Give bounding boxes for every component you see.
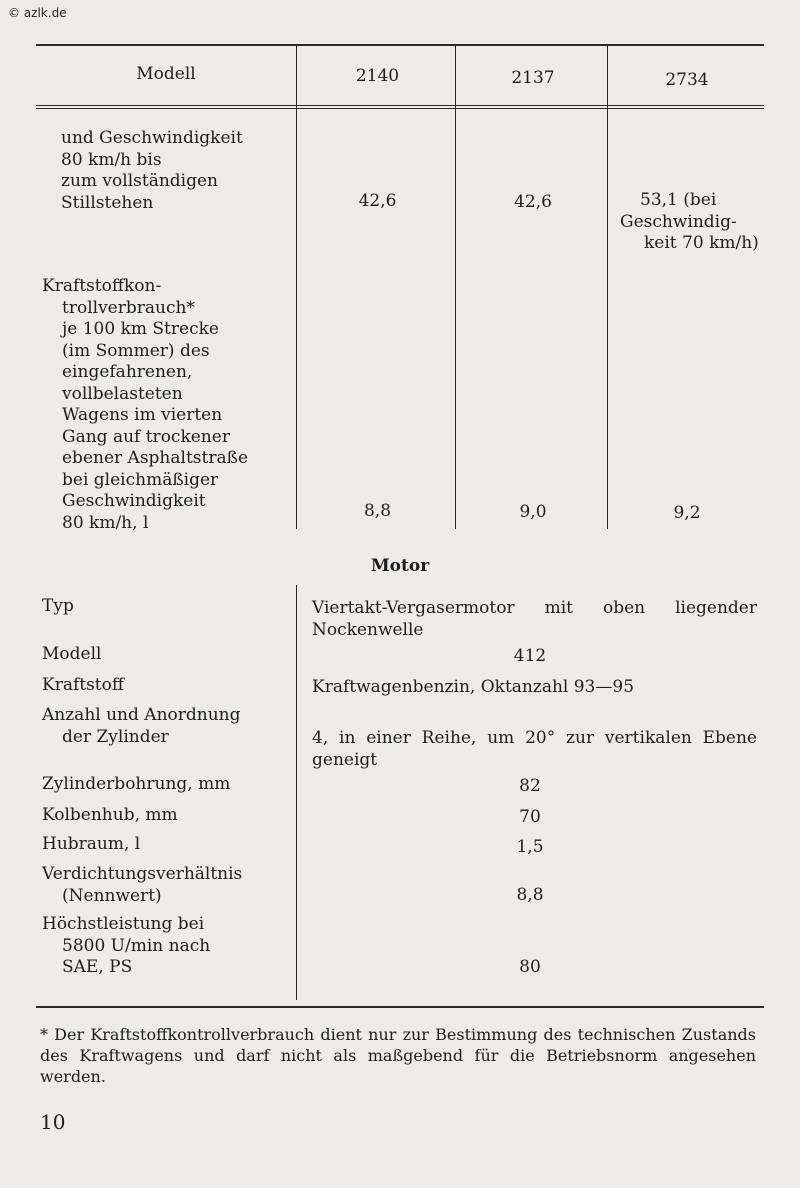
motor-type-value: Viertakt-Vergasermotor mit oben liegender Nockenwelle bbox=[312, 598, 757, 640]
table-top-rule bbox=[36, 44, 764, 46]
motor-bore-label: Zylinderbohrung, mm bbox=[42, 774, 231, 794]
motor-heading: Motor bbox=[370, 556, 430, 576]
motor-model-label: Modell bbox=[42, 644, 102, 664]
page-number: 10 bbox=[40, 1110, 66, 1134]
footnote-rule bbox=[36, 1006, 764, 1008]
motor-power-label: Höchstleistung bei 5800 U/min nach SAE, PS bbox=[42, 914, 211, 977]
header-model-2137: 2137 bbox=[511, 68, 555, 88]
motor-type-label: Typ bbox=[42, 596, 74, 616]
row-braking-2734: 53,1 (bei Geschwindig- keit 70 km/h) bbox=[620, 190, 759, 253]
footnote: * Der Kraftstoffkontrollverbrauch dient nur zur Bestimmung des technischen Zustands des Kraftwagens und darf nicht als maßgebend für die Betriebsnorm angesehen werden. bbox=[40, 1025, 756, 1086]
header-model-2734: 2734 bbox=[665, 70, 709, 90]
row-fuel-label: Kraftstoffkon- trollverbrauch* je 100 km Strecke (im Sommer) des eingefahrenen, vollbelasteten Wagens im vierten Gang auf trockener ebener Asphaltstraße bei gleichmäßiger Geschwindigkeit 80 km/h, l bbox=[42, 276, 249, 533]
motor-fuel-value: Kraftwagenbenzin, Oktanzahl 93—95 bbox=[312, 677, 635, 697]
motor-compression-label: Verdichtungsverhältnis (Nennwert) bbox=[42, 864, 243, 906]
motor-cylinders-label: Anzahl und Anordnung der Zylinder bbox=[42, 705, 241, 747]
col-divider-2 bbox=[455, 45, 456, 529]
row-fuel-2137: 9,0 bbox=[519, 502, 547, 522]
motor-fuel-label: Kraftstoff bbox=[42, 675, 124, 695]
col-divider-3 bbox=[607, 45, 608, 529]
motor-compression-value: 8,8 bbox=[516, 885, 544, 905]
row-braking-label: und Geschwindigkeit 80 km/h bis zum vollständigen Stillstehen bbox=[61, 128, 243, 213]
motor-bore-value: 82 bbox=[519, 776, 541, 796]
motor-displacement-value: 1,5 bbox=[516, 837, 544, 857]
header-bottom-rule-2 bbox=[36, 108, 764, 109]
motor-col-divider bbox=[296, 585, 297, 1000]
row-braking-2140: 42,6 bbox=[358, 191, 397, 211]
motor-displacement-label: Hubraum, l bbox=[42, 834, 141, 854]
motor-power-value: 80 bbox=[519, 957, 541, 977]
watermark: © azlk.de bbox=[8, 6, 67, 20]
header-bottom-rule bbox=[36, 105, 764, 106]
motor-stroke-value: 70 bbox=[519, 807, 541, 827]
col-divider-1 bbox=[296, 45, 297, 529]
header-model-label: Modell bbox=[136, 64, 196, 84]
row-fuel-2734: 9,2 bbox=[673, 503, 701, 523]
header-model-2140: 2140 bbox=[355, 66, 400, 86]
motor-model-value: 412 bbox=[513, 646, 547, 666]
row-fuel-2140: 8,8 bbox=[363, 501, 392, 521]
row-braking-2137: 42,6 bbox=[514, 192, 552, 212]
motor-cylinders-value: 4, in einer Reihe, um 20° zur vertikalen Ebene geneigt bbox=[312, 728, 757, 770]
motor-stroke-label: Kolbenhub, mm bbox=[42, 805, 178, 825]
